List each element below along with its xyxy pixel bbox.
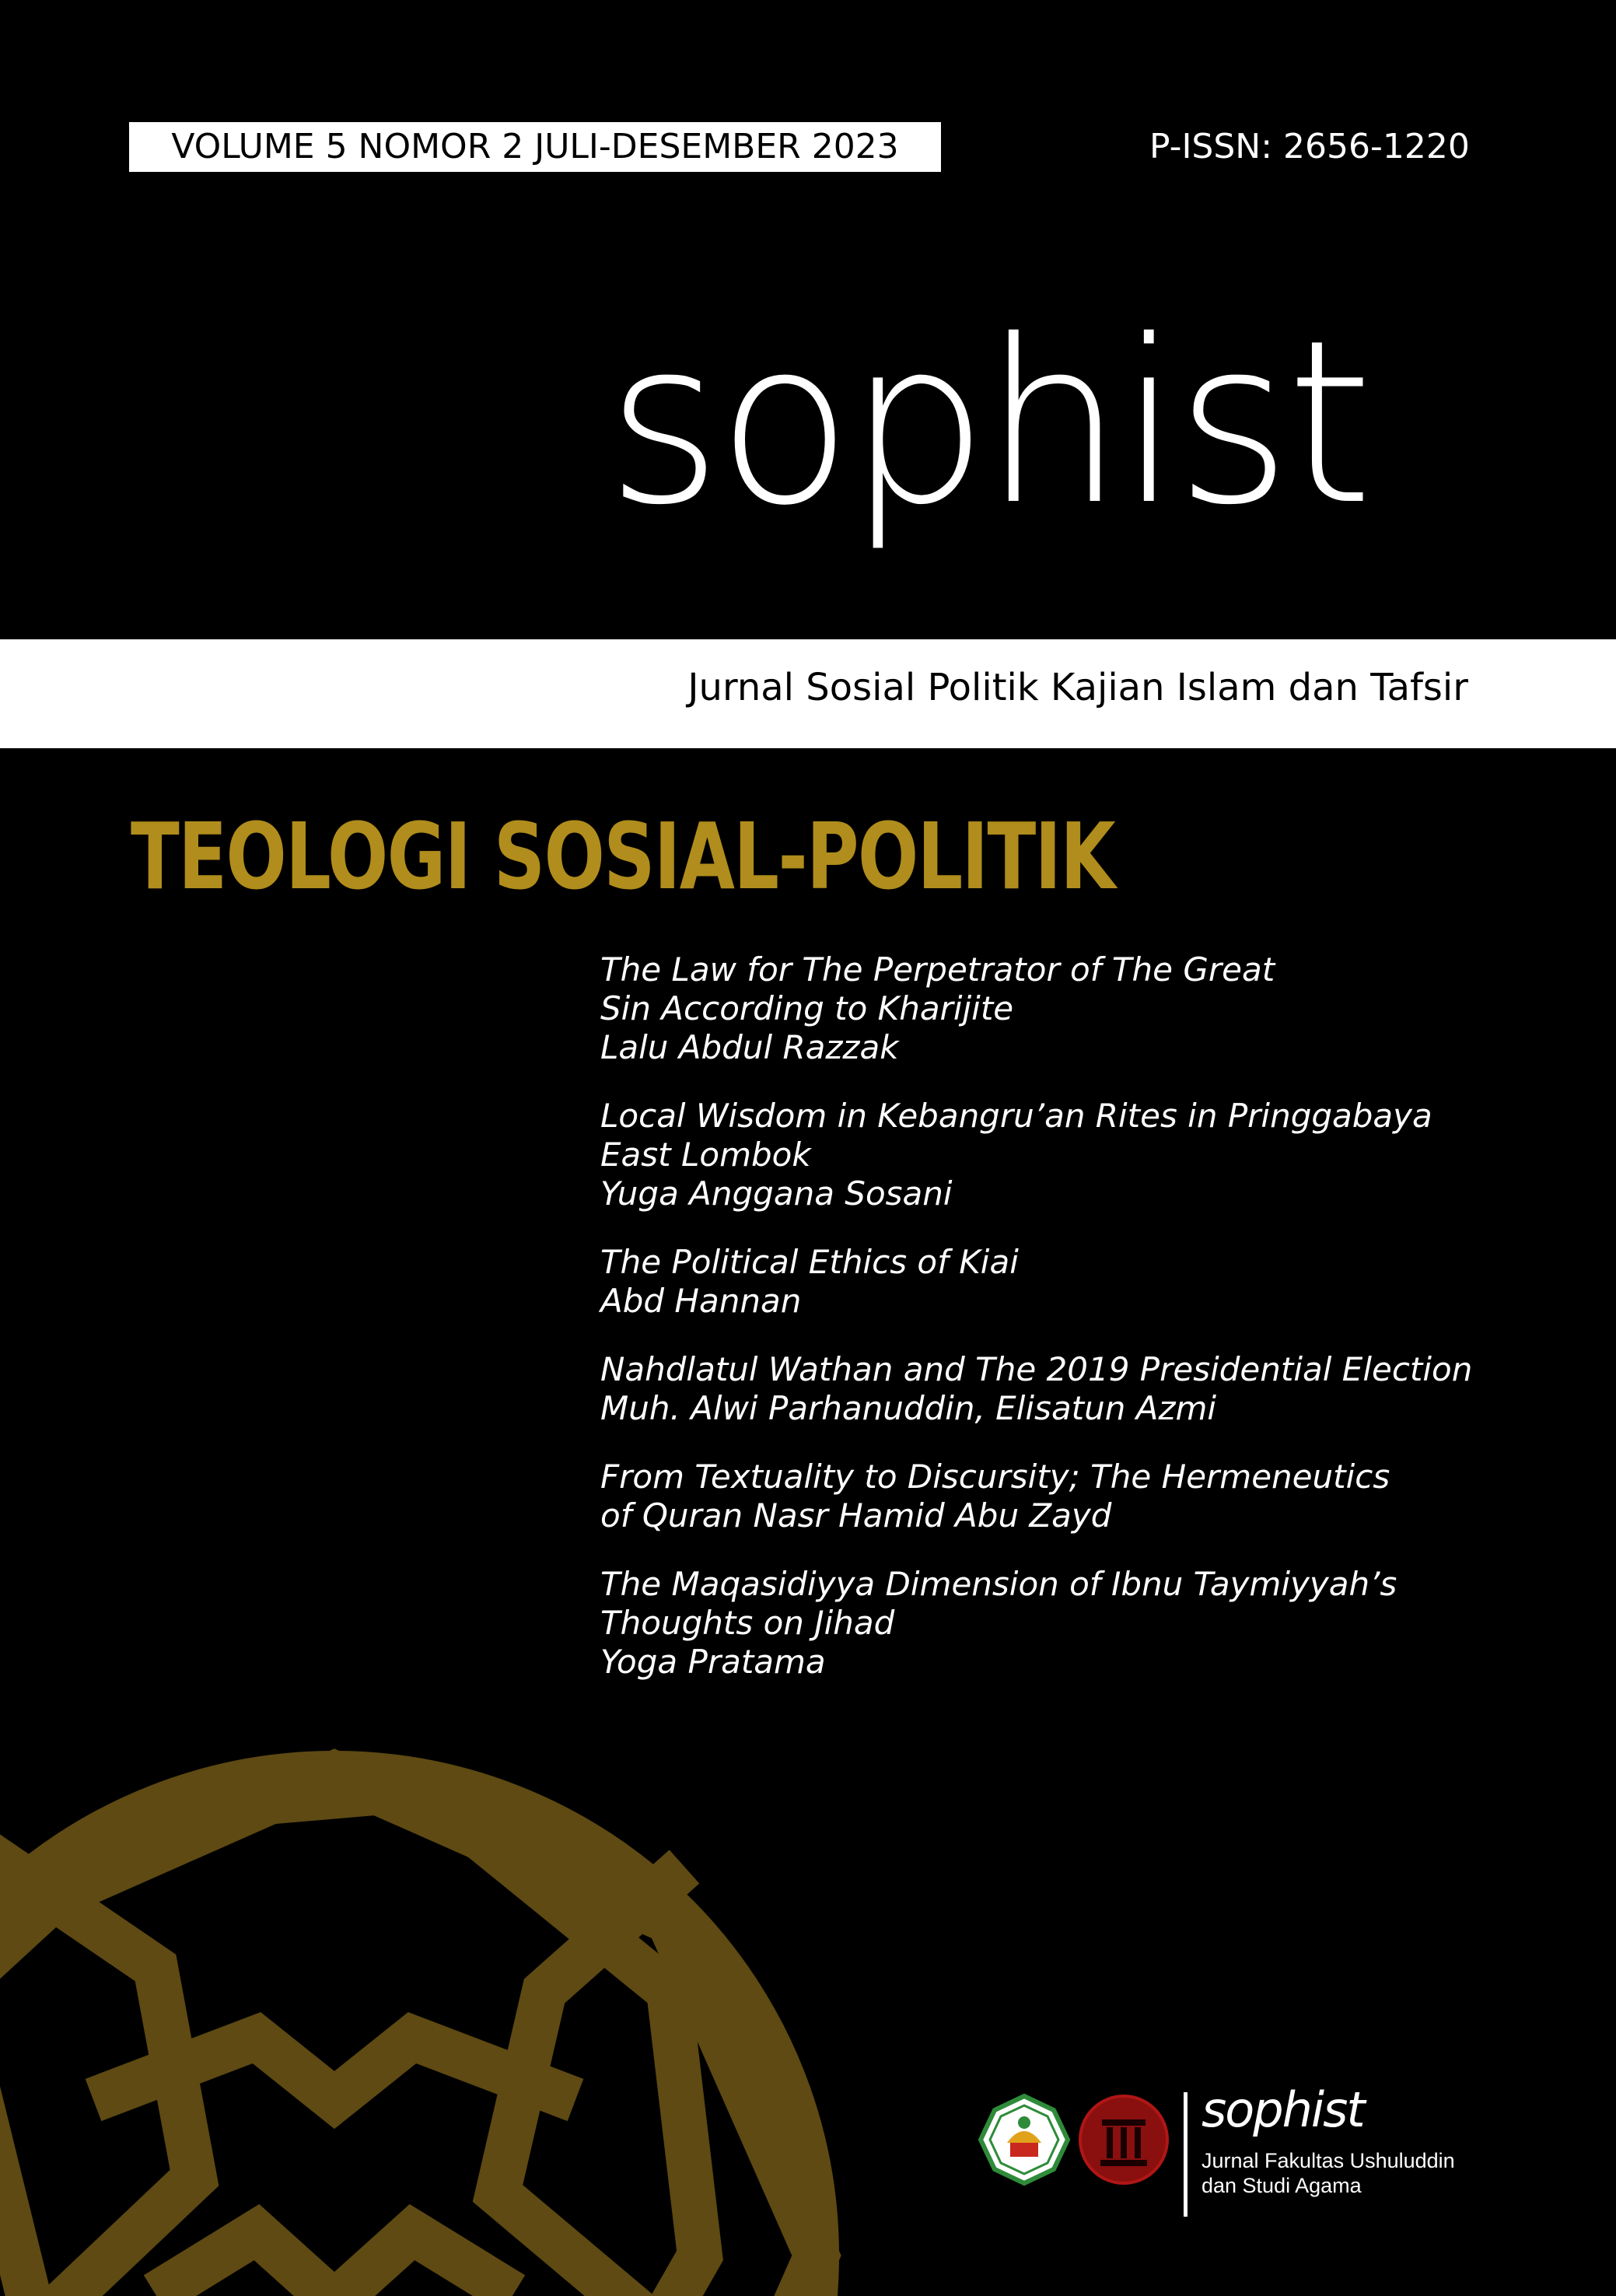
article-author: Abd Hannan <box>600 1282 802 1320</box>
publisher-logos <box>976 2088 1178 2221</box>
article-title-line: of Quran Nasr Hamid Abu Zayd <box>600 1496 1112 1535</box>
journal-subtitle: Jurnal Sosial Politik Kajian Islam dan Tafsir <box>687 666 1468 709</box>
logo-divider <box>1184 2092 1188 2217</box>
footer-logo-caption <box>1202 2148 1455 2198</box>
footer-logo-line1: Jurnal Fakultas Ushuluddin <box>1202 2149 1455 2172</box>
article-title-line: Thoughts on Jihad <box>600 1604 895 1642</box>
article-entry <box>600 1458 1502 1535</box>
article-title-line: The Political Ethics of Kiai <box>600 1243 1019 1281</box>
article-entry <box>600 1350 1502 1428</box>
faculty-seal-icon <box>1080 2096 1167 2183</box>
volume-label: VOLUME 5 NOMOR 2 JULI-DESEMBER 2023 <box>129 122 941 172</box>
footer-logo-name: sophist <box>1202 2081 1364 2138</box>
article-entry <box>600 950 1502 1067</box>
article-entry <box>600 1243 1502 1321</box>
subtitle-band <box>0 639 1616 748</box>
article-author: Yuga Anggana Sosani <box>600 1174 953 1213</box>
article-author: Lalu Abdul Razzak <box>600 1028 899 1066</box>
article-author: Muh. Alwi Parhanuddin, Elisatun Azmi <box>600 1389 1217 1427</box>
journal-masthead: sophist <box>607 292 1369 555</box>
article-title-line: From Textuality to Discursity; The Hermeneutics <box>600 1458 1390 1496</box>
article-title-line: East Lombok <box>600 1136 811 1174</box>
issue-theme: TEOLOGI SOSIAL-POLITIK <box>131 803 1115 910</box>
university-seal-icon <box>981 2096 1068 2183</box>
article-title-line: Sin According to Kharijite <box>600 989 1014 1027</box>
issn-label: P-ISSN: 2656-1220 <box>1149 127 1470 166</box>
article-title-line: The Law for The Perpetrator of The Great <box>600 950 1275 989</box>
article-title-line: The Maqasidiyya Dimension of Ibnu Taymiyyah’s <box>600 1565 1397 1603</box>
footer-logo-line2: dan Studi Agama <box>1202 2174 1362 2197</box>
table-of-contents <box>600 950 1502 1711</box>
article-title-line: Nahdlatul Wathan and The 2019 Presidential Election <box>600 1350 1473 1388</box>
article-author: Yoga Pratama <box>600 1643 826 1681</box>
article-entry <box>600 1097 1502 1213</box>
article-title-line: Local Wisdom in Kebangru’an Rites in Pringgabaya <box>600 1097 1432 1135</box>
article-entry <box>600 1565 1502 1682</box>
